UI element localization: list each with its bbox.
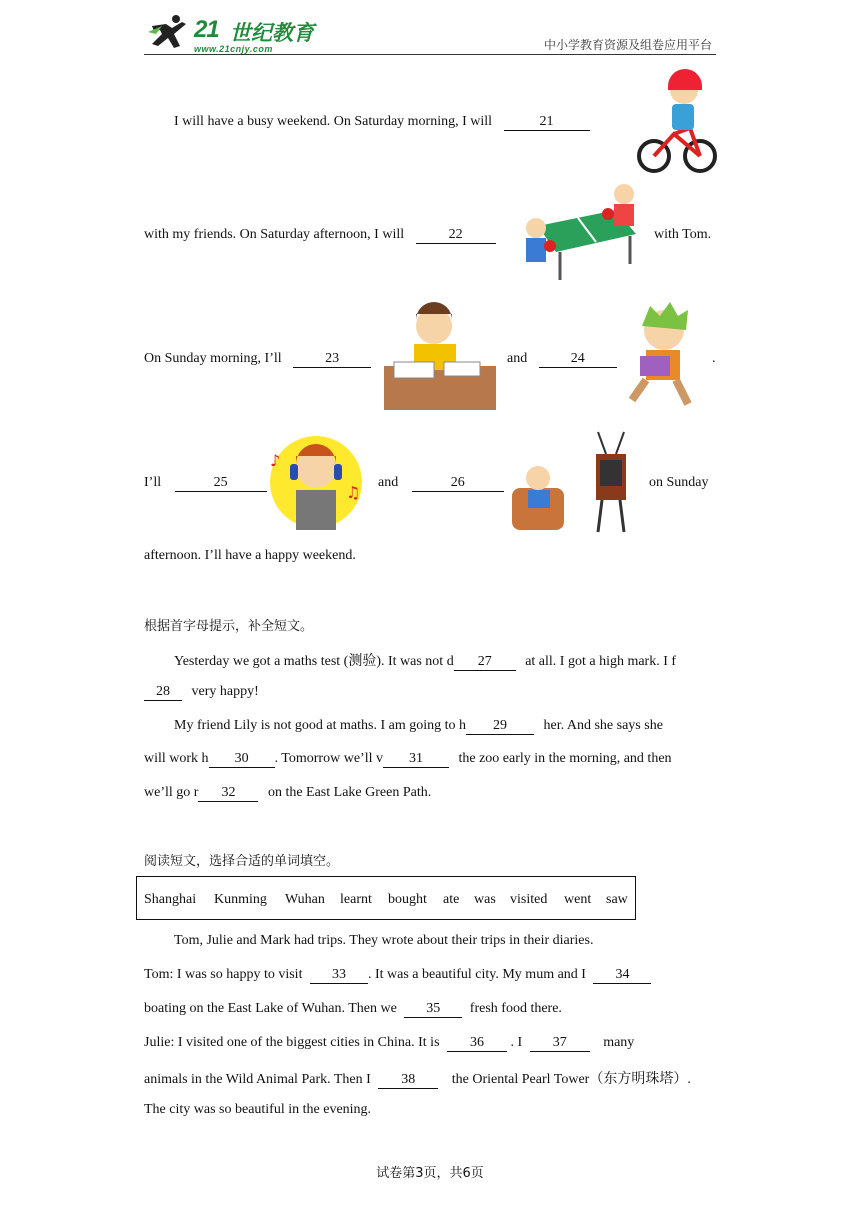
music-picture: [266, 426, 364, 541]
homework-picture: [384, 296, 498, 419]
blank-30[interactable]: 30: [209, 751, 275, 768]
p1-line-3-mid: [507, 351, 617, 368]
blank-25[interactable]: 25: [175, 475, 267, 492]
word-option[interactable]: saw: [606, 892, 628, 907]
text: the Oriental Pearl Tower（东方明珠塔）.: [451, 1072, 691, 1087]
blank-34[interactable]: 34: [593, 967, 651, 984]
blank-31[interactable]: 31: [383, 751, 449, 768]
text: and: [378, 475, 399, 490]
text: fresh food there.: [469, 1001, 562, 1016]
page-number: 试卷第3页，共6页: [376, 1166, 484, 1181]
text: Tom: I was so happy to visit: [144, 967, 303, 982]
text: we’ll go r: [144, 785, 199, 800]
p1-line-4: [144, 475, 267, 492]
text: . It was a beautiful city. My mum and I: [367, 967, 586, 982]
blank-33[interactable]: 33: [310, 967, 368, 984]
p1-line-5: afternoon. I’ll have a happy weekend.: [144, 548, 356, 563]
text: will work h: [144, 751, 209, 766]
logo-text: 世纪教育: [230, 21, 314, 45]
blank-35[interactable]: 35: [404, 1001, 462, 1018]
text: and: [507, 351, 528, 366]
word-option[interactable]: visited: [510, 892, 548, 907]
p1-line-3-end: .: [712, 351, 716, 366]
text: on the East Lake Green Path.: [267, 785, 432, 800]
cycling-picture: [634, 64, 718, 181]
p1-line-3: [144, 351, 371, 368]
logo: [146, 12, 316, 54]
p2-line-4: [144, 751, 672, 768]
blank-29[interactable]: 29: [466, 718, 534, 735]
p3-tom-line-2: [144, 1001, 562, 1018]
word-option[interactable]: ate: [443, 892, 460, 907]
blank-27[interactable]: 27: [454, 654, 516, 671]
p3-intro: Tom, Julie and Mark had trips. They wrote about their trips in their diaries.: [174, 933, 594, 948]
blank-24[interactable]: 24: [539, 351, 617, 368]
p2-line-5: [144, 785, 431, 802]
runner-icon: [146, 12, 192, 52]
text: I will have a busy weekend. On Saturday morning, I will: [174, 114, 493, 129]
text: My friend Lily is not good at maths. I am going to h: [174, 718, 467, 733]
word-option[interactable]: was: [474, 892, 496, 907]
part2-instruction: 根据首字母提示，补全短文。: [144, 619, 314, 634]
header-divider: [144, 54, 716, 55]
p1-line-1: [174, 114, 590, 131]
blank-28[interactable]: 28: [144, 684, 182, 701]
text: the zoo early in the morning, and then: [458, 751, 672, 766]
text: I’ll: [144, 475, 162, 490]
text: animals in the Wild Animal Park. Then I: [144, 1072, 371, 1087]
blank-26[interactable]: 26: [412, 475, 504, 492]
word-option[interactable]: Kunming: [214, 892, 267, 907]
logo-number: 21: [194, 16, 219, 43]
p3-julie-line-3: The city was so beautiful in the evening.: [144, 1102, 372, 1117]
reading-picture: [616, 300, 704, 417]
ping-pong-picture: [520, 180, 644, 291]
word-option[interactable]: went: [564, 892, 592, 907]
text: On Sunday morning, I’ll: [144, 351, 282, 366]
part3-instruction: 阅读短文，选择合适的单词填空。: [144, 854, 340, 869]
text: Yesterday we got a maths test (测验). It was not d: [174, 654, 454, 669]
text: . Tomorrow we’ll v: [274, 751, 383, 766]
text: many: [603, 1035, 635, 1050]
text: boating on the East Lake of Wuhan. Then we: [144, 1001, 397, 1016]
p2-line-1: [174, 650, 676, 671]
word-option[interactable]: Shanghai: [144, 892, 197, 907]
text: with my friends. On Saturday afternoon, I will: [144, 227, 405, 242]
text: very happy!: [191, 684, 259, 699]
text: . I: [510, 1035, 523, 1050]
word-option[interactable]: bought: [388, 892, 427, 907]
blank-37[interactable]: 37: [530, 1035, 590, 1052]
text: her. And she says she: [543, 718, 663, 733]
p3-tom-line-1: [144, 967, 651, 984]
p3-julie-line-2: [144, 1068, 691, 1089]
blank-32[interactable]: 32: [198, 785, 258, 802]
word-option[interactable]: Wuhan: [285, 892, 325, 907]
blank-36[interactable]: 36: [447, 1035, 507, 1052]
word-option[interactable]: learnt: [340, 892, 372, 907]
blank-38[interactable]: 38: [378, 1072, 438, 1089]
text: at all. I got a high mark. I f: [525, 654, 677, 669]
logo-url: www.21cnjy.com: [194, 44, 273, 54]
p1-line-4-mid: [378, 475, 504, 492]
watching-tv-picture: [502, 428, 636, 541]
p3-julie-line-1: [144, 1035, 634, 1052]
word-bank: [136, 876, 636, 920]
text: Julie: I visited one of the biggest cities in China. It is: [144, 1035, 440, 1050]
blank-22[interactable]: 22: [416, 227, 496, 244]
blank-21[interactable]: 21: [504, 114, 590, 131]
p1-line-2-end: with Tom.: [654, 227, 712, 242]
svg-text:♪: ♪: [270, 451, 281, 470]
platform-name: 中小学教育资源及组卷应用平台: [543, 38, 712, 52]
svg-text:♫: ♫: [346, 483, 361, 502]
p2-line-3: [174, 718, 663, 735]
blank-23[interactable]: 23: [293, 351, 371, 368]
p2-line-2: [144, 684, 259, 701]
p1-line-2: [144, 227, 496, 244]
p1-line-4-end: on Sunday: [649, 475, 709, 490]
